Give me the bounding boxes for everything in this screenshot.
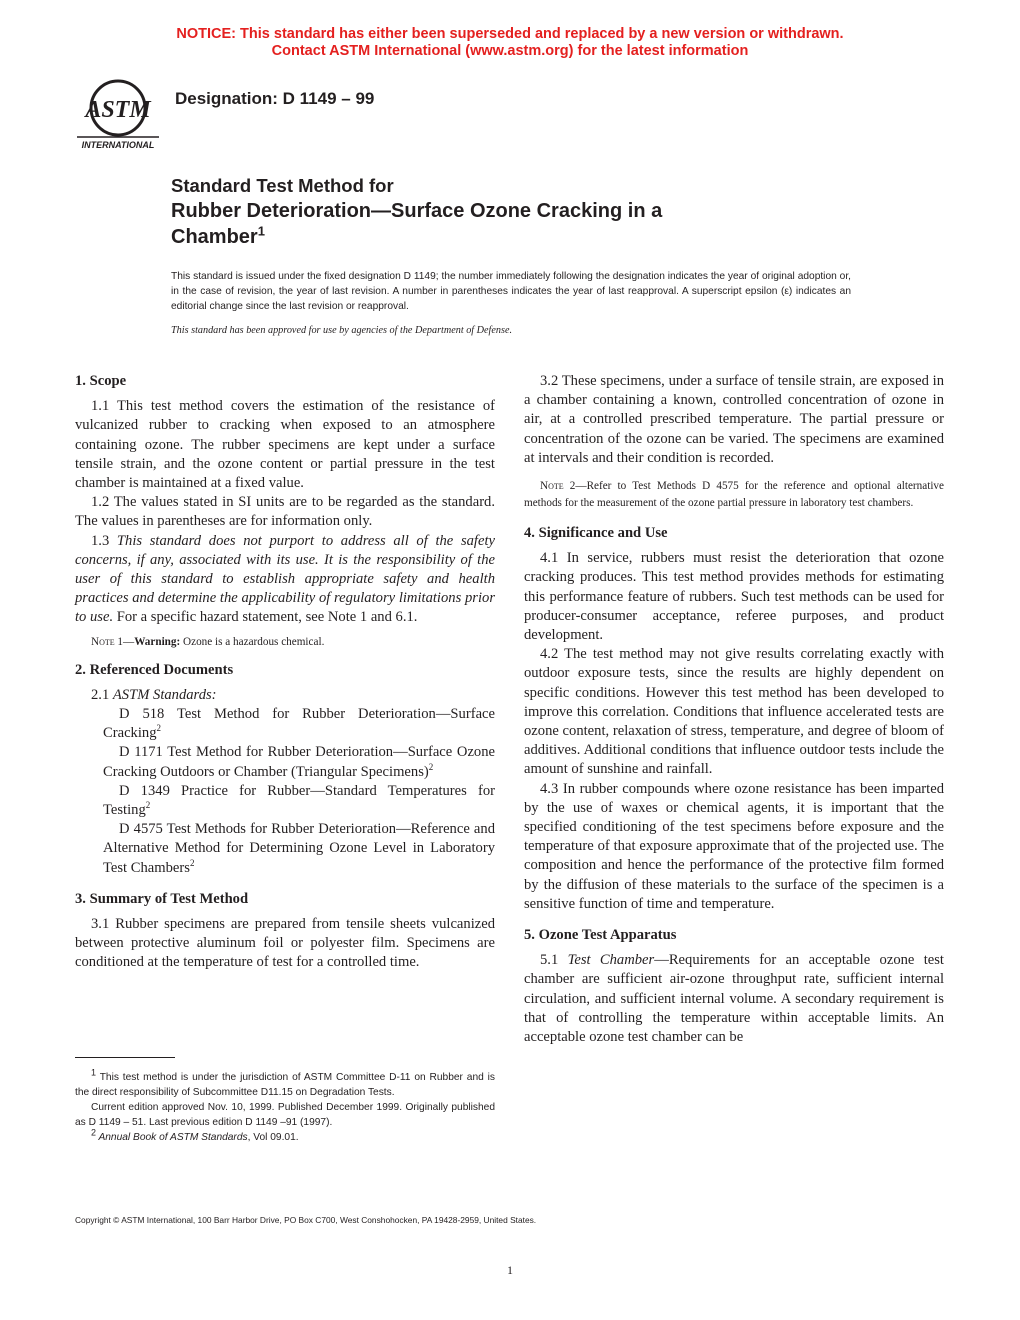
section-1-heading: 1. Scope — [75, 373, 127, 389]
para-3-1: 3.1 Rubber specimens are prepared from tensile sheets vulcanized between protective aluminum foil or polyester film. Specimens are conditioned at the temperature of test for a controlled time. — [75, 916, 495, 971]
para-1-1: 1.1 This test method covers the estimation of the resistance of vulcanized rubber to cracking when exposed to an atmosphere containing ozone. The rubber specimens are kept under a surface tensile strain, and the ozone content or partial pressure in the test chamber is maintained at a fixed value. — [75, 398, 495, 492]
footnote-1-text: This test method is under the jurisdiction of ASTM Committee D-11 on Rubber and is the direct responsibility of Subcommittee D11.15 on Degradation Tests. — [75, 1072, 495, 1098]
para-2-1 — [75, 686, 495, 705]
para-1-3-num: 1.3 — [91, 532, 117, 549]
para-2-1-italic: ASTM Standards: — [112, 686, 217, 703]
reference-footnote-mark: 2 — [428, 761, 434, 772]
footnote-1 — [75, 1067, 495, 1100]
section-4-heading: 4. Significance and Use — [524, 525, 668, 542]
note-2 — [524, 478, 944, 512]
note-2-text: Refer to Test Methods D 4575 for the reference and optional alternative methods for the measurement of the ozone partial pressure in laboratory test chambers. — [524, 480, 944, 510]
logo-subtext: INTERNATIONAL — [81, 140, 155, 150]
footnote-2-rest: , Vol 09.01. — [247, 1132, 299, 1143]
footnotes — [75, 1067, 495, 1145]
footnote-1-mark: 1 — [91, 1067, 97, 1078]
para-1-3 — [75, 532, 495, 628]
title-line-3-text: Chamber — [171, 226, 258, 248]
para-5-1-italic: Test Chamber — [567, 952, 655, 969]
notice-line-2: Contact ASTM International (www.astm.org) for the latest information — [271, 43, 749, 59]
reference-footnote-mark: 2 — [145, 800, 151, 811]
note-2-label: Note 2— — [540, 480, 587, 493]
reference-item — [75, 705, 495, 743]
notice-line-1: NOTICE: This standard has either been superseded and replaced by a new version or withdrawn. — [176, 26, 844, 42]
withdrawn-notice — [0, 26, 1020, 60]
note-1 — [75, 634, 495, 651]
copyright-line: Copyright © ASTM International, 100 Barr Harbor Drive, PO Box C700, West Conshohocken, PA 19428-2959, United States. — [75, 1215, 537, 1225]
designation: Designation: D 1149 – 99 — [175, 89, 375, 108]
footnote-2 — [75, 1127, 495, 1145]
astm-logo-icon — [72, 74, 164, 154]
right-column — [524, 372, 944, 1047]
footnote-divider — [75, 1057, 175, 1058]
issued-statement: This standard is issued under the fixed designation D 1149; the number immediately following the designation indicates the year of original adoption or, in the case of revision, the year of last revision. A number in parentheses indicates the year of last reapproval. A superscript epsilon (ε) indicates an editorial change since the last revision or reapproval. — [171, 271, 851, 312]
para-1-2: 1.2 The values stated in SI units are to be regarded as the standard. The values in parentheses are for information only. — [75, 494, 495, 530]
reference-footnote-mark: 2 — [189, 857, 195, 868]
note-1-label: Note 1— — [91, 635, 135, 648]
approved-statement: This standard has been approved for use by agencies of the Department of Defense. — [171, 325, 513, 336]
footnote-2-italic: Annual Book of ASTM Standards — [96, 1132, 248, 1143]
para-5-1-num: 5.1 — [540, 952, 568, 969]
section-5-heading: 5. Ozone Test Apparatus — [524, 927, 677, 944]
reference-item — [75, 743, 495, 781]
para-1-3-rest: For a specific hazard statement, see Note 1 and 6.1. — [113, 609, 418, 626]
para-4-3: 4.3 In rubber compounds where ozone resistance has been imparted by the use of waxes or chemical agents, it is important that the specified conditioning of the test specimens before exposure and the temperature of that exposure approximate that of the projected use. The composition and hence the performance of the protective film formed by the diffusion of these materials to the surface of the specimen is a sensitive function of time and temperature. — [524, 780, 944, 912]
reference-text: D 1171 Test Method for Rubber Deterioration—Surface Ozone Cracking Outdoors or Chamber (Triangular Specimens) — [103, 744, 495, 780]
logo-text: ASTM — [85, 97, 151, 123]
para-1-3-italic: This standard does not purport to address all of the safety concerns, if any, associated with its use. It is the responsibility of the user of this standard to establish appropriate safety and health practices and determine the applicability of regulatory limitations prior to use. — [75, 532, 495, 626]
note-1-text: Ozone is a hazardous chemical. — [180, 635, 325, 648]
section-3-heading: 3. Summary of Test Method — [75, 890, 249, 907]
para-5-1 — [524, 951, 944, 1047]
footnote-1-edition: Current edition approved Nov. 10, 1999. Published December 1999. Originally published as D 1149 – 51. Last previous edition D 1149 –91 (1997). — [75, 1102, 495, 1128]
section-2-heading: 2. Referenced Documents — [75, 661, 234, 678]
para-5-1-rest: —Requirements for an acceptable ozone test chamber are sufficient air-ozone throughput rate, sufficient internal circulation, and sufficient internal volume. A secondary requirement is that of controlling the temperature within acceptable limits. An acceptable ozone test chamber can be — [524, 952, 944, 1046]
reference-item — [75, 820, 495, 878]
para-4-1: 4.1 In service, rubbers must resist the deterioration that ozone cracking produces. This test method provides methods for estimating this performance feature of rubbers. Such test methods can be used for producer-consumer acceptance, referee purposes, and product development. — [524, 550, 944, 644]
para-3-2: 3.2 These specimens, under a surface of tensile strain, are exposed in a chamber containing a known, controlled concentration of ozone in air, at a controlled prescribed temperature. The partial pressure or concentration of the ozone can be varied. The specimens are examined at intervals and their condition is recorded. — [524, 373, 944, 466]
note-1-bold: Warning: — [134, 635, 181, 648]
title-line-1: Standard Test Method for — [171, 175, 394, 196]
title-line-2: Rubber Deterioration—Surface Ozone Cracking in a — [171, 200, 663, 222]
reference-item — [75, 782, 495, 820]
title-footnote-mark: 1 — [257, 223, 265, 239]
para-4-2: 4.2 The test method may not give results correlating exactly with outdoor exposure tests, since the results are highly dependent on specific conditions. However this test method has been developed to improve this correlation. Conditions that influence accelerated tests are ozone content, relaxation of stress, temperature, and degree of bloom of additives. Additional conditions that influence outdoor tests include the amount of sunshine and rainfall. — [524, 646, 944, 778]
document-title — [171, 174, 871, 250]
title-line-3 — [171, 224, 871, 250]
left-column — [75, 372, 495, 973]
reference-text: D 1349 Practice for Rubber—Standard Temperatures for Testing — [103, 782, 495, 819]
reference-text: D 518 Test Method for Rubber Deterioration—Surface Cracking — [103, 706, 495, 742]
reference-footnote-mark: 2 — [156, 723, 161, 734]
para-2-1-num: 2.1 — [91, 686, 113, 703]
footnote-2-mark: 2 — [91, 1127, 97, 1138]
reference-text: D 4575 Test Methods for Rubber Deterioration—Reference and Alternative Method for Determining Ozone Level in Laboratory Test Chambers — [103, 821, 495, 876]
page-number: 1 — [507, 1263, 513, 1277]
